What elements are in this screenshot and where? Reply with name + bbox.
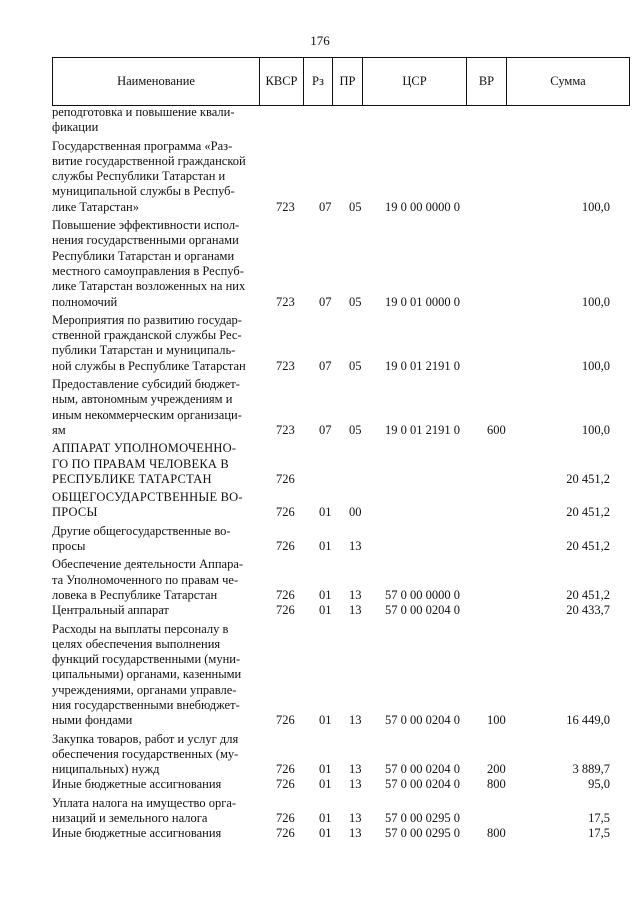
row-name xyxy=(52,139,261,215)
row-name-line: полномочий xyxy=(52,294,118,309)
row-name-line: ОБЩЕГОСУДАРСТВЕННЫЕ ВО- xyxy=(52,490,243,505)
row-name-line: ям xyxy=(52,422,66,437)
cell-csr: 19 0 01 2191 0 xyxy=(385,358,460,373)
row-name-line: Центральный аппарат xyxy=(52,603,169,618)
row-name-line: службы Республики Татарстан и xyxy=(52,169,226,184)
cell-sum: 3 889,7 xyxy=(572,762,610,777)
table-row xyxy=(52,557,630,603)
cell-rz: 07 xyxy=(319,358,332,373)
cell-csr: 57 0 00 0204 0 xyxy=(385,713,460,728)
table-row xyxy=(52,622,630,729)
row-name-line: ния государственными внебюджет- xyxy=(52,697,240,712)
header-name: Наименование xyxy=(52,58,259,105)
row-name xyxy=(52,603,261,618)
row-name-line: ловека в Республике Татарстан xyxy=(52,587,218,602)
row-name-line: ным, автономным учреждениям и xyxy=(52,392,233,407)
cell-pr: 13 xyxy=(349,777,362,792)
cell-kvsr: 726 xyxy=(276,762,295,777)
row-name xyxy=(52,105,261,136)
cell-pr: 13 xyxy=(349,826,362,841)
cell-csr: 19 0 01 2191 0 xyxy=(385,422,460,437)
cell-sum: 17,5 xyxy=(588,811,610,826)
row-name-line: местного самоуправления в Респуб- xyxy=(52,263,244,278)
cell-sum: 16 449,0 xyxy=(566,713,610,728)
row-name xyxy=(52,524,261,555)
table-row xyxy=(52,313,630,374)
cell-pr: 13 xyxy=(349,539,362,554)
cell-rz: 01 xyxy=(319,762,332,777)
cell-sum: 20 451,2 xyxy=(566,505,610,520)
cell-rz: 07 xyxy=(319,199,332,214)
cell-pr: 05 xyxy=(349,199,362,214)
row-name xyxy=(52,377,261,438)
row-name-line: функций государственными (муни- xyxy=(52,652,241,667)
cell-sum: 100,0 xyxy=(581,294,610,309)
row-name-line: витие государственной гражданской xyxy=(52,153,246,168)
row-name-line: лике Татарстан» xyxy=(52,199,139,214)
row-name-line: публики Татарстан и муниципаль- xyxy=(52,343,236,358)
cell-rz: 01 xyxy=(319,826,332,841)
cell-pr: 00 xyxy=(349,505,362,520)
table-row xyxy=(52,603,630,618)
row-name-line: Мероприятия по развитию государ- xyxy=(52,312,242,327)
row-name-line: РЕСПУБЛИКЕ ТАТАРСТАН xyxy=(52,471,212,486)
row-name xyxy=(52,490,261,521)
row-name xyxy=(52,732,261,778)
cell-pr: 13 xyxy=(349,811,362,826)
cell-rz: 01 xyxy=(319,713,332,728)
cell-kvsr: 726 xyxy=(276,587,295,602)
cell-vr: 800 xyxy=(487,777,506,792)
row-name-line: Иные бюджетные ассигнования xyxy=(52,826,222,841)
row-name-line: Государственная программа «Раз- xyxy=(52,138,233,153)
table-row xyxy=(52,796,630,827)
row-name-line: Расходы на выплаты персоналу в xyxy=(52,621,229,636)
table-row xyxy=(52,218,630,310)
cell-rz: 01 xyxy=(319,539,332,554)
cell-pr: 05 xyxy=(349,422,362,437)
table-row xyxy=(52,441,630,487)
header-rz: Рз xyxy=(303,58,332,105)
cell-csr: 57 0 00 0204 0 xyxy=(385,777,460,792)
row-name-line: целях обеспечения выполнения xyxy=(52,636,221,651)
cell-csr: 19 0 00 0000 0 xyxy=(385,199,460,214)
cell-csr: 57 0 00 0295 0 xyxy=(385,811,460,826)
cell-pr: 05 xyxy=(349,358,362,373)
table-row xyxy=(52,826,630,841)
cell-kvsr: 726 xyxy=(276,603,295,618)
row-name xyxy=(52,796,261,827)
row-name-line: лике Татарстан возложенных на них xyxy=(52,279,246,294)
cell-csr: 57 0 00 0204 0 xyxy=(385,603,460,618)
cell-sum: 17,5 xyxy=(588,826,610,841)
row-name-line: Предоставление субсидий бюджет- xyxy=(52,377,240,392)
cell-csr: 57 0 00 0295 0 xyxy=(385,826,460,841)
row-name-line: ственной гражданской службы Рес- xyxy=(52,328,242,343)
row-name-line: АППАРАТ УПОЛНОМОЧЕННО- xyxy=(52,441,237,456)
cell-vr: 800 xyxy=(487,826,506,841)
cell-csr: 19 0 01 0000 0 xyxy=(385,294,460,309)
cell-pr: 13 xyxy=(349,762,362,777)
cell-rz: 01 xyxy=(319,505,332,520)
table-row xyxy=(52,377,630,438)
header-pr: ПР xyxy=(332,58,362,105)
table-row xyxy=(52,524,630,555)
row-name-line: та Уполномоченного по правам че- xyxy=(52,572,239,587)
row-name-line: обеспечения государственных (му- xyxy=(52,746,239,761)
cell-rz: 07 xyxy=(319,294,332,309)
cell-pr: 13 xyxy=(349,587,362,602)
row-name xyxy=(52,441,261,487)
cell-sum: 20 451,2 xyxy=(566,587,610,602)
row-name-line: ципальными) органами, казенными xyxy=(52,667,242,682)
row-name-line: ПРОСЫ xyxy=(52,505,98,520)
header-kvsr: КВСР xyxy=(259,58,303,105)
table-row xyxy=(52,139,630,215)
cell-kvsr: 723 xyxy=(276,422,295,437)
row-name-line: Другие общегосударственные во- xyxy=(52,523,231,538)
row-name-line: просы xyxy=(52,539,86,554)
table-body xyxy=(52,105,630,842)
header-vr: ВР xyxy=(466,58,506,105)
cell-sum: 100,0 xyxy=(581,199,610,214)
cell-pr: 05 xyxy=(349,294,362,309)
cell-kvsr: 726 xyxy=(276,505,295,520)
cell-rz: 01 xyxy=(319,777,332,792)
cell-kvsr: 723 xyxy=(276,294,295,309)
cell-pr: 13 xyxy=(349,713,362,728)
cell-kvsr: 726 xyxy=(276,826,295,841)
cell-kvsr: 726 xyxy=(276,811,295,826)
cell-sum: 100,0 xyxy=(581,422,610,437)
cell-rz: 01 xyxy=(319,603,332,618)
row-name-line: нения государственными органами xyxy=(52,233,239,248)
row-name-line: Республики Татарстан и органами xyxy=(52,248,235,263)
row-name xyxy=(52,826,261,841)
table-row xyxy=(52,732,630,778)
row-name-line: муниципальной службы в Респуб- xyxy=(52,184,235,199)
cell-sum: 20 451,2 xyxy=(566,539,610,554)
row-name-line: Закупка товаров, работ и услуг для xyxy=(52,731,239,746)
cell-sum: 20 451,2 xyxy=(566,471,610,486)
row-name-line: низаций и земельного налога xyxy=(52,811,208,826)
cell-kvsr: 723 xyxy=(276,358,295,373)
row-name xyxy=(52,218,261,310)
cell-kvsr: 726 xyxy=(276,471,295,486)
cell-sum: 20 433,7 xyxy=(566,603,610,618)
row-name-line: иным некоммерческим организаци- xyxy=(52,407,242,422)
table-header xyxy=(52,57,630,106)
cell-pr: 13 xyxy=(349,603,362,618)
cell-sum: 95,0 xyxy=(588,777,610,792)
row-name-line: Уплата налога на имущество орга- xyxy=(52,795,237,810)
row-name-line: Повышение эффективности испол- xyxy=(52,218,240,233)
cell-rz: 01 xyxy=(319,587,332,602)
header-sum: Сумма xyxy=(506,58,630,105)
cell-vr: 100 xyxy=(487,713,506,728)
table-row xyxy=(52,490,630,521)
row-name xyxy=(52,557,261,603)
cell-rz: 07 xyxy=(319,422,332,437)
page-number: 176 xyxy=(310,33,330,48)
row-name-line: фикации xyxy=(52,120,99,135)
cell-kvsr: 723 xyxy=(276,199,295,214)
row-name xyxy=(52,622,261,729)
row-name xyxy=(52,313,261,374)
cell-kvsr: 726 xyxy=(276,539,295,554)
row-name-line: ной службы в Республике Татарстан xyxy=(52,358,246,373)
cell-vr: 200 xyxy=(487,762,506,777)
cell-vr: 600 xyxy=(487,422,506,437)
cell-kvsr: 726 xyxy=(276,713,295,728)
row-name-line: учреждениями, органами управле- xyxy=(52,682,237,697)
row-name-line: реподготовка и повышение квали- xyxy=(52,105,235,119)
row-name-line: ниципальных) нужд xyxy=(52,762,160,777)
table-row xyxy=(52,105,630,136)
row-name xyxy=(52,777,261,792)
table-row xyxy=(52,777,630,792)
row-name-line: Обеспечение деятельности Аппара- xyxy=(52,557,244,572)
cell-csr: 57 0 00 0000 0 xyxy=(385,587,460,602)
header-csr: ЦСР xyxy=(362,58,466,105)
row-name-line: Иные бюджетные ассигнования xyxy=(52,777,222,792)
cell-csr: 57 0 00 0204 0 xyxy=(385,762,460,777)
cell-sum: 100,0 xyxy=(581,358,610,373)
cell-kvsr: 726 xyxy=(276,777,295,792)
row-name-line: ными фондами xyxy=(52,713,133,728)
cell-rz: 01 xyxy=(319,811,332,826)
row-name-line: ГО ПО ПРАВАМ ЧЕЛОВЕКА В xyxy=(52,456,229,471)
